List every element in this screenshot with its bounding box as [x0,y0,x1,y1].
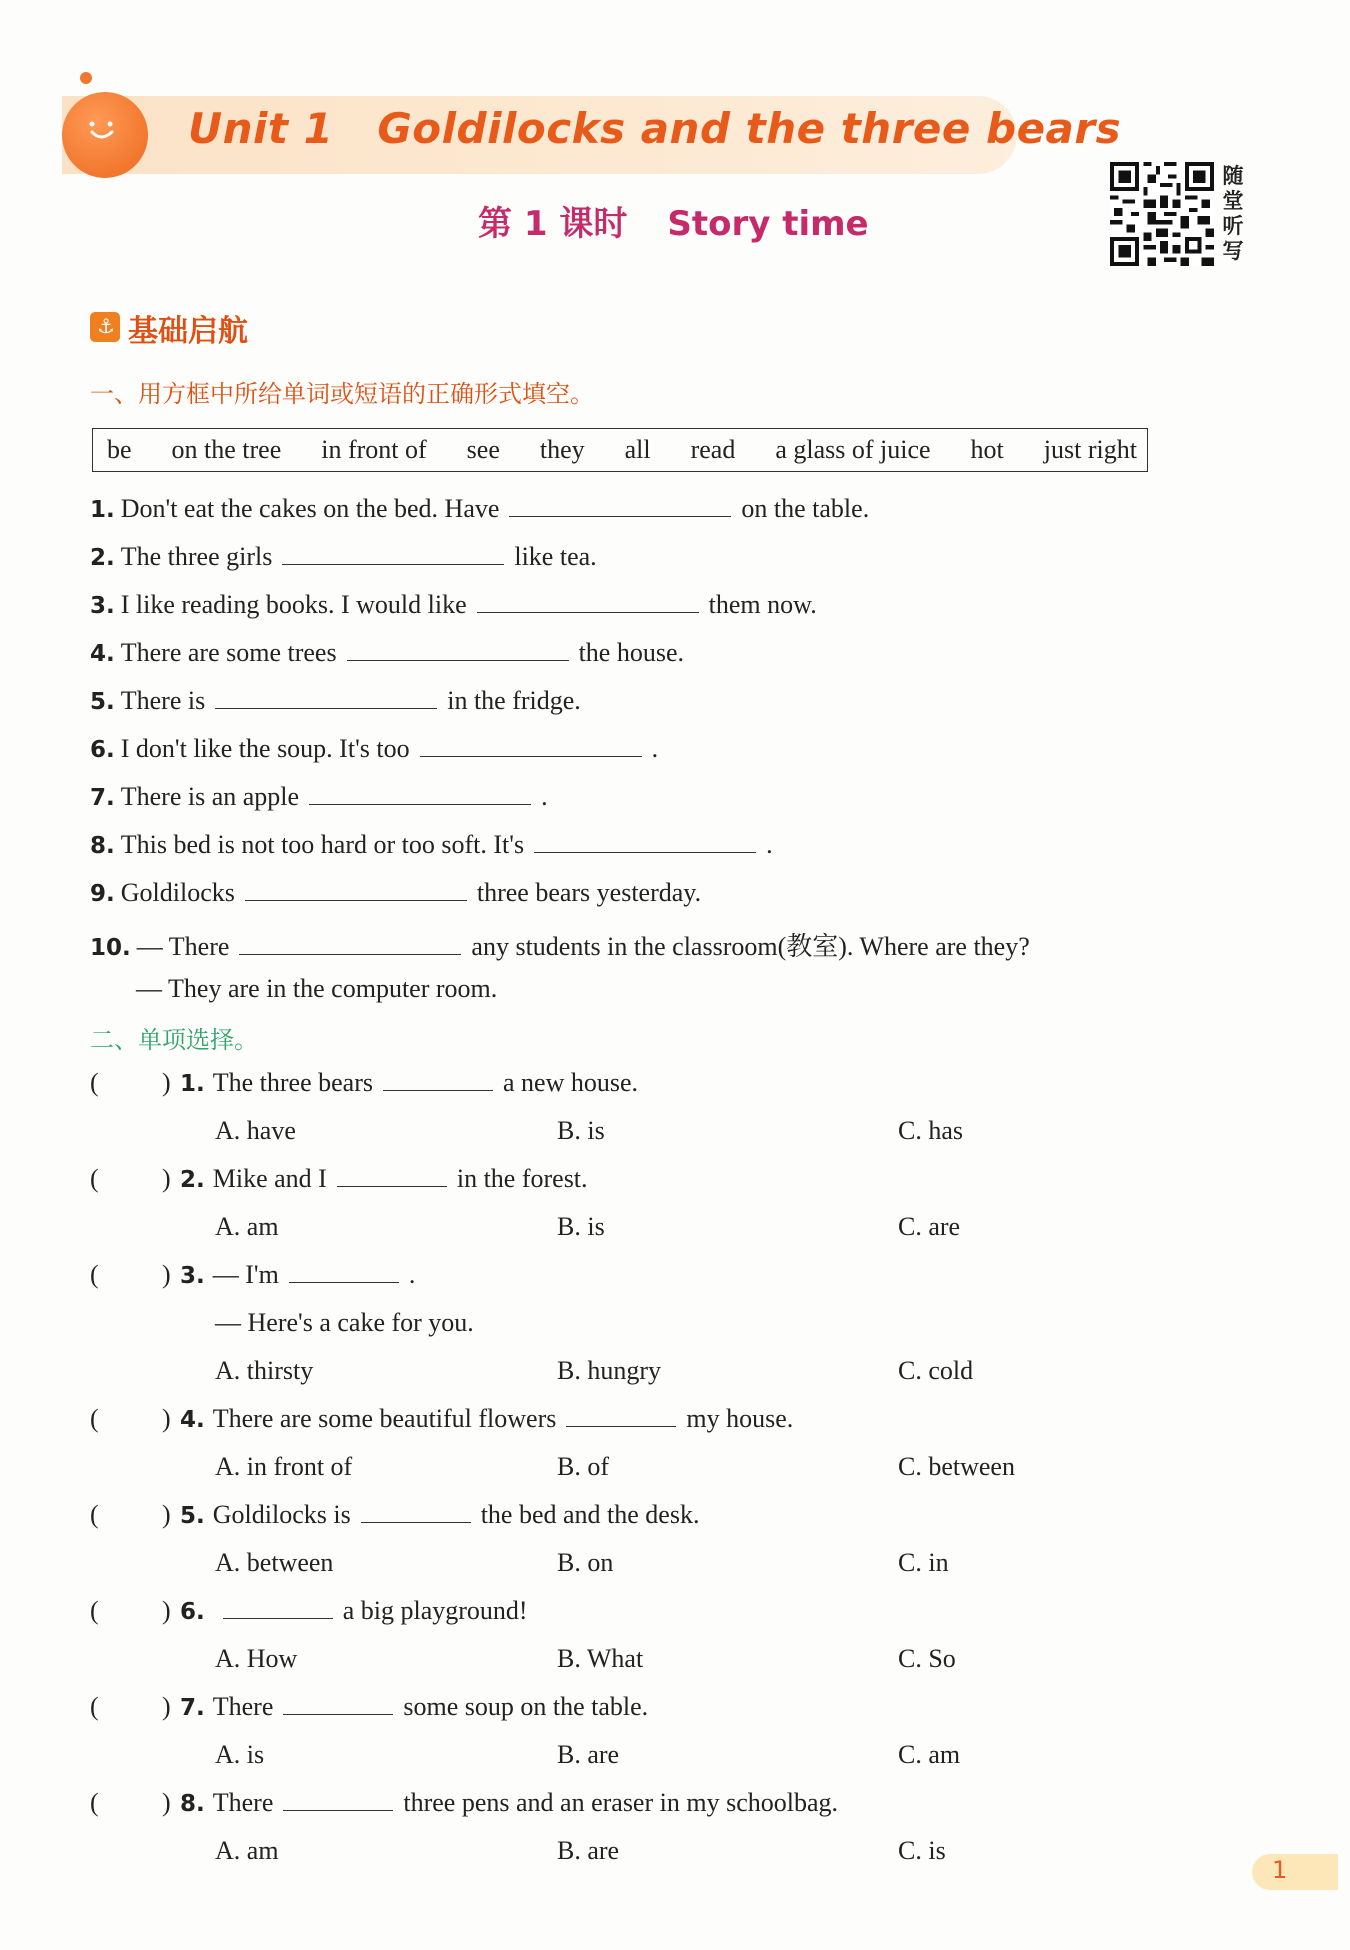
answer-blank[interactable] [534,830,756,853]
option-b[interactable]: B. of [557,1452,609,1481]
question-number: 6. [180,1599,205,1625]
question-text: . [766,830,773,859]
paren-right: ) [162,1692,171,1721]
qr-label-char: 写 [1222,239,1244,263]
option-c[interactable]: C. So [898,1644,956,1673]
fill-question [90,590,817,620]
answer-blank[interactable] [509,494,731,517]
question-number: 4. [90,641,115,667]
qr-label [1220,164,1246,264]
answer-blank[interactable] [239,932,461,955]
question-text: — I'm [212,1260,279,1289]
option-a[interactable]: A. How [215,1644,298,1673]
question-text: the house. [578,638,684,667]
question-number: 8. [90,833,115,859]
lesson-title [478,196,869,245]
question-number: 5. [180,1503,205,1529]
option-b[interactable]: B. on [557,1548,614,1577]
paren-left: ( [90,1692,99,1721]
question-text: my house. [686,1404,794,1433]
option-a[interactable]: A. am [215,1212,279,1241]
paren-right: ) [162,1260,171,1289]
fill-question [90,542,597,572]
option-a[interactable]: A. in front of [215,1452,353,1481]
question-text: I don't like the soup. It's too [120,734,410,763]
question-text: Goldilocks [120,878,235,907]
option-c[interactable]: C. between [898,1452,1015,1481]
answer-blank[interactable] [347,638,569,661]
option-b[interactable]: B. is [557,1116,605,1145]
question-number: 1. [180,1071,205,1097]
fill-question [90,494,869,524]
option-c[interactable]: C. am [898,1740,961,1769]
option-a[interactable]: A. thirsty [215,1356,314,1385]
option-a[interactable]: A. between [215,1548,334,1577]
question-text: There [212,1692,274,1721]
option-c[interactable]: C. are [898,1212,961,1241]
paren-left: ( [90,1500,99,1529]
word-box-item: read [690,435,736,464]
question-text: — There [136,932,230,961]
word-box-item: hot [970,435,1004,464]
answer-blank[interactable] [223,1596,333,1619]
question-number: 10. [90,935,131,961]
answer-blank[interactable] [309,782,531,805]
answer-blank[interactable] [337,1164,447,1187]
paren-left: ( [90,1404,99,1433]
question-text: Goldilocks is [212,1500,351,1529]
paren-right: ) [162,1068,171,1097]
answer-blank[interactable] [420,734,642,757]
part1-instruction: 一、用方框中所给单词或短语的正确形式填空。 [90,380,594,408]
answer-blank[interactable] [282,542,504,565]
option-c[interactable]: C. in [898,1548,949,1577]
qr-label-char: 听 [1222,214,1244,238]
answer-blank[interactable] [289,1260,399,1283]
question-text: This bed is not too hard or too soft. It's [120,830,525,859]
paren-left: ( [90,1596,99,1625]
option-b[interactable]: B. are [557,1740,620,1769]
question-number: 7. [180,1695,205,1721]
question-text: The three bears [212,1068,373,1097]
question-text: I like reading books. I would like [120,590,467,619]
qr-label-char: 随 [1222,164,1244,188]
answer-blank[interactable] [245,878,467,901]
word-box-item: be [107,435,132,464]
unit-label: Unit 1 [188,104,334,153]
question-text: them now. [708,590,817,619]
question-text: three bears yesterday. [476,878,702,907]
question-text: three pens and an eraser in my schoolbag. [403,1788,838,1817]
question-number: 4. [180,1407,205,1433]
question-text: a big playground! [342,1596,528,1625]
paren-right: ) [162,1596,171,1625]
mascot-antenna [80,72,92,84]
word-box-item: in front of [321,435,427,464]
option-b[interactable]: B. hungry [557,1356,661,1385]
option-c[interactable]: C. has [898,1116,963,1145]
option-a[interactable]: A. am [215,1836,279,1865]
option-b[interactable]: B. is [557,1212,605,1241]
question-text: The three girls [120,542,273,571]
word-box [92,428,1148,472]
qr-code-icon[interactable] [1110,162,1214,266]
question-number: 9. [90,881,115,907]
anchor-icon: ⚓ [90,312,120,342]
question-text: Mike and I [212,1164,327,1193]
question-text: like tea. [514,542,597,571]
option-c[interactable]: C. is [898,1836,946,1865]
question-text: Don't eat the cakes on the bed. Have [120,494,500,523]
question-number: 2. [180,1167,205,1193]
lesson-name: Story time [667,204,869,244]
option-b[interactable]: B. What [557,1644,644,1673]
paren-right: ) [162,1404,171,1433]
unit-name: Goldilocks and the three bears [377,104,1122,153]
answer-blank[interactable] [566,1404,676,1427]
question-text: . [408,1260,416,1289]
question-number: 6. [90,737,115,763]
question-number: 2. [90,545,115,571]
answer-blank[interactable] [283,1692,393,1715]
question-text: on the table. [741,494,870,523]
answer-blank[interactable] [477,590,699,613]
paren-right: ) [162,1500,171,1529]
word-box-item: just right [1043,435,1137,464]
word-box-item: a glass of juice [775,435,931,464]
fill-question [90,686,581,716]
question-number: 8. [180,1791,205,1817]
question-text: in the fridge. [447,686,581,715]
question-text: any students in the classroom(教室). Where are they? [471,932,1030,961]
answer-blank[interactable] [215,686,437,709]
fill-question [90,926,1030,963]
word-box-item: on the tree [171,435,282,464]
answer-blank[interactable] [283,1788,393,1811]
paren-left: ( [90,1260,99,1289]
word-box-item: all [624,435,651,464]
word-box-item: they [539,435,585,464]
lesson-label: 第 1 课时 [478,204,628,244]
question-text: There are some trees [120,638,337,667]
question-text: some soup on the table. [403,1692,649,1721]
question-number: 7. [90,785,115,811]
q10-reply: — They are in the computer room. [136,974,498,1003]
option-a[interactable]: A. is [215,1740,265,1769]
question-number: 3. [90,593,115,619]
paren-right: ) [162,1788,171,1817]
unit-title [188,104,1121,153]
question-text: . [651,734,659,763]
question-text: . [541,782,548,811]
section-title: 基础启航 [128,314,248,349]
answer-blank[interactable] [361,1500,471,1523]
question-number: 1. [90,497,115,523]
paren-right: ) [162,1164,171,1193]
page-number: 1 [1272,1856,1288,1884]
paren-left: ( [90,1164,99,1193]
paren-left: ( [90,1788,99,1817]
fill-question [90,782,548,812]
option-c[interactable]: C. cold [898,1356,974,1385]
question-text: in the forest. [456,1164,588,1193]
question-number: 3. [180,1263,205,1289]
fill-question [90,878,701,908]
question-number: 5. [90,689,115,715]
question-text: There [212,1788,274,1817]
question-text: There are some beautiful flowers [212,1404,557,1433]
question-text: a new house. [503,1068,639,1097]
part2-instruction: 二、单项选择。 [90,1026,258,1054]
fill-question [90,830,773,860]
page-number-tab [1252,1854,1338,1890]
option-b[interactable]: B. are [557,1836,620,1865]
qr-label-char: 堂 [1222,189,1244,213]
question-text: There is [120,686,206,715]
question-text: There is an apple [120,782,300,811]
question-text: the bed and the desk. [480,1500,700,1529]
word-box-item: see [466,435,500,464]
option-a[interactable]: A. have [215,1116,296,1145]
dialogue-reply: — Here's a cake for you. [215,1308,474,1337]
fill-question [90,638,684,668]
fill-question [90,734,658,764]
mascot-face-icon [84,118,124,144]
answer-blank[interactable] [383,1068,493,1091]
paren-left: ( [90,1068,99,1097]
